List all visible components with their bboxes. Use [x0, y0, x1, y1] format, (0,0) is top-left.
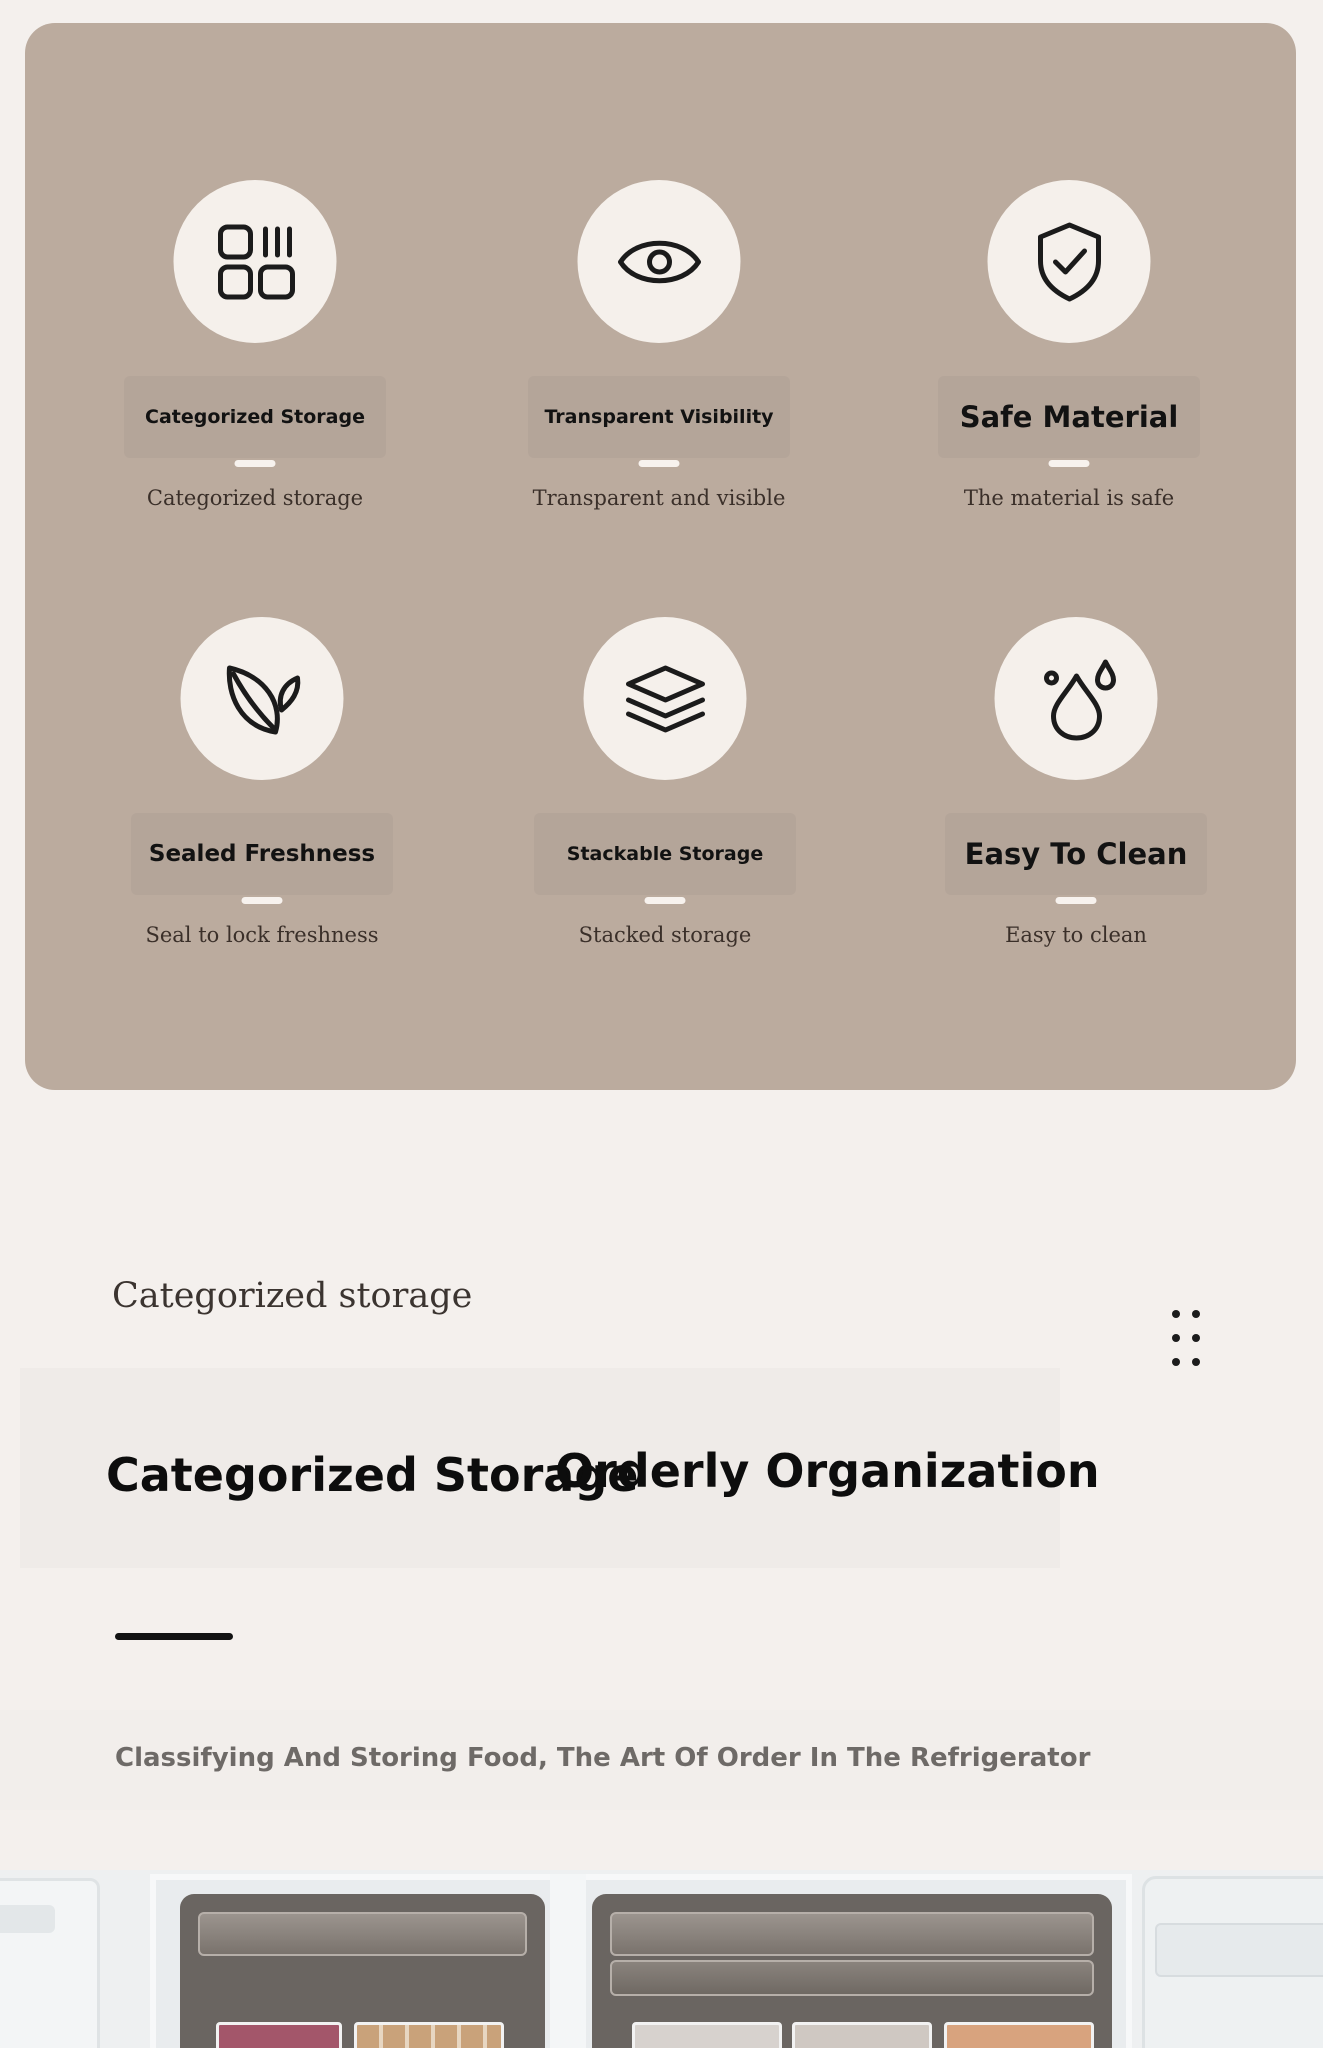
- feature-title: Categorized Storage: [145, 406, 365, 428]
- feature-divider: [639, 460, 680, 467]
- feature-title: Sealed Freshness: [148, 841, 376, 867]
- dots-grid-icon: [1166, 1302, 1206, 1374]
- feature-title-plate: [131, 813, 393, 895]
- feature-title-plate: [528, 376, 790, 458]
- layers-icon: [584, 617, 747, 780]
- feature-divider: [235, 460, 276, 467]
- feature-divider: [645, 897, 686, 904]
- feature-title-plate: [945, 813, 1207, 895]
- feature-caption: Categorized storage: [146, 486, 364, 510]
- feature-caption: Seal to lock freshness: [145, 923, 379, 947]
- grid-apps-icon: [174, 180, 337, 343]
- headline-orderly-organization: Orderly Organization: [555, 1444, 1100, 1498]
- headline-underline: [115, 1633, 233, 1640]
- feature-caption: Transparent and visible: [532, 486, 786, 510]
- feature-divider: [1049, 460, 1090, 467]
- feature-title-plate: [938, 376, 1200, 458]
- feature-transparent-visibility: [509, 180, 809, 540]
- feature-divider: [242, 897, 283, 904]
- feature-title: Transparent Visibility: [544, 406, 774, 428]
- headline-categorized-storage: Categorized Storage: [106, 1448, 639, 1502]
- features-card: [25, 23, 1296, 1090]
- fridge-compartment-left: [180, 1894, 545, 2048]
- fridge-compartment-right: [592, 1894, 1112, 2048]
- feature-stackable-storage: [515, 617, 815, 977]
- feature-title-plate: [534, 813, 796, 895]
- feature-easy-to-clean: [926, 617, 1226, 977]
- feature-title: Stackable Storage: [566, 843, 764, 865]
- eye-icon: [578, 180, 741, 343]
- feature-categorized-storage: [105, 180, 405, 540]
- feature-title-plate: [124, 376, 386, 458]
- section-label: Categorized storage: [112, 1276, 473, 1316]
- shield-check-icon: [988, 180, 1151, 343]
- feature-divider: [1056, 897, 1097, 904]
- refrigerator-photo: [0, 1870, 1323, 2048]
- feature-safe-material: [919, 180, 1219, 540]
- feature-sealed-freshness: [112, 617, 412, 977]
- feature-title: Easy To Clean: [964, 837, 1188, 871]
- water-drop-icon: [995, 617, 1158, 780]
- leaf-icon: [181, 617, 344, 780]
- feature-caption: Stacked storage: [578, 923, 752, 947]
- fridge-door-right: [1142, 1876, 1323, 2048]
- section-subtitle: Classifying And Storing Food, The Art Of Order In The Refrigerator: [115, 1743, 1091, 1773]
- feature-caption: Easy to clean: [1005, 923, 1147, 947]
- feature-title: Safe Material: [959, 400, 1179, 434]
- feature-caption: The material is safe: [963, 486, 1175, 510]
- fridge-door-left: [0, 1878, 100, 2048]
